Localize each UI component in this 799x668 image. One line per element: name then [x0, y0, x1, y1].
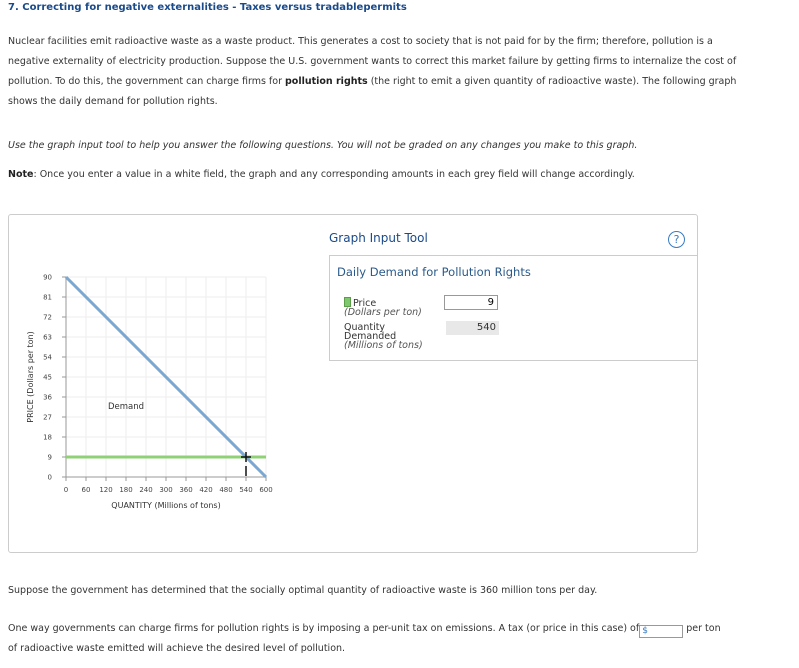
x-axis-title: QUANTITY (Millions of tons): [111, 501, 221, 510]
demand-label: Demand: [108, 402, 145, 412]
price-input[interactable]: [444, 295, 498, 310]
y-tick-label: 90: [43, 273, 52, 282]
x-tick-label: 420: [199, 486, 213, 494]
y-tick-label: 9: [47, 453, 52, 462]
y-tick-label: 72: [43, 313, 52, 322]
graph-input-tool: [329, 225, 696, 360]
price-swatch-icon: [344, 297, 351, 307]
tax-answer-input[interactable]: $: [639, 625, 683, 638]
tool-subtitle: Daily Demand for Pollution Rights: [337, 265, 531, 279]
x-tick-label: 180: [119, 486, 133, 494]
x-tick-label: 600: [259, 486, 273, 494]
x-tick-label: 540: [239, 486, 253, 494]
note-text: Note: Once you enter a value in a white field, the graph and any corresponding amounts in each grey field will change accordingly.: [8, 169, 635, 180]
instruction-text: Use the graph input tool to help you answer the following questions. You will not be graded on any changes you make to this graph.: [8, 140, 638, 151]
x-tick-label: 0: [63, 486, 69, 494]
help-icon[interactable]: ?: [668, 231, 685, 248]
x-tick-label: 240: [139, 486, 153, 494]
y-axis-title: PRICE (Dollars per ton): [26, 331, 35, 423]
y-tick-label: 0: [47, 473, 52, 482]
intro-paragraph: Nuclear facilities emit radioactive waste as a waste product. This generates a cost to society that is not paid for by the firm; therefore, pollution is a negative externality of electricity production. Suppose the U.S. government wants to correct this market failure by getting firms to internalize the cost of pollution. To do this, the government can charge firms for pollution rights (the right to emit a given quantity of radioactive waste). The following graph shows the daily demand for pollution rights.: [8, 36, 737, 107]
tool-box: [329, 255, 698, 361]
x-tick-label: 480: [219, 486, 233, 494]
optimal-quantity-text: Suppose the government has determined that the socially optimal quantity of radioactive waste is 360 million tons per day.: [8, 585, 598, 596]
tax-question: One way governments can charge firms for pollution rights is by imposing a per-unit tax on emissions. A tax (or price in this case) of $ per ton of radioactive waste emitted will achieve the desired level of pollution.: [8, 623, 721, 654]
x-tick-label: 300: [159, 486, 173, 494]
y-tick-label: 54: [43, 353, 52, 362]
price-label: Price (Dollars per ton): [344, 298, 422, 318]
y-tick-label: 81: [43, 293, 52, 302]
question-title: 7. Correcting for negative externalities - Taxes versus tradablepermits: [8, 2, 407, 13]
quantity-label: Quantity Demanded (Millions of tons): [344, 322, 423, 351]
y-tick-label: 45: [43, 373, 52, 382]
x-tick-label: 360: [179, 486, 193, 494]
y-tick-label: 18: [43, 433, 52, 442]
tool-title: Graph Input Tool: [329, 231, 428, 245]
x-tick-label: 120: [99, 486, 113, 494]
demand-chart[interactable]: [9, 215, 329, 515]
quantity-demanded-field: 540: [446, 321, 499, 335]
y-tick-label: 27: [43, 413, 52, 422]
x-tick-label: 60: [81, 486, 91, 494]
y-tick-label: 36: [43, 393, 52, 402]
y-tick-label: 63: [43, 333, 52, 342]
